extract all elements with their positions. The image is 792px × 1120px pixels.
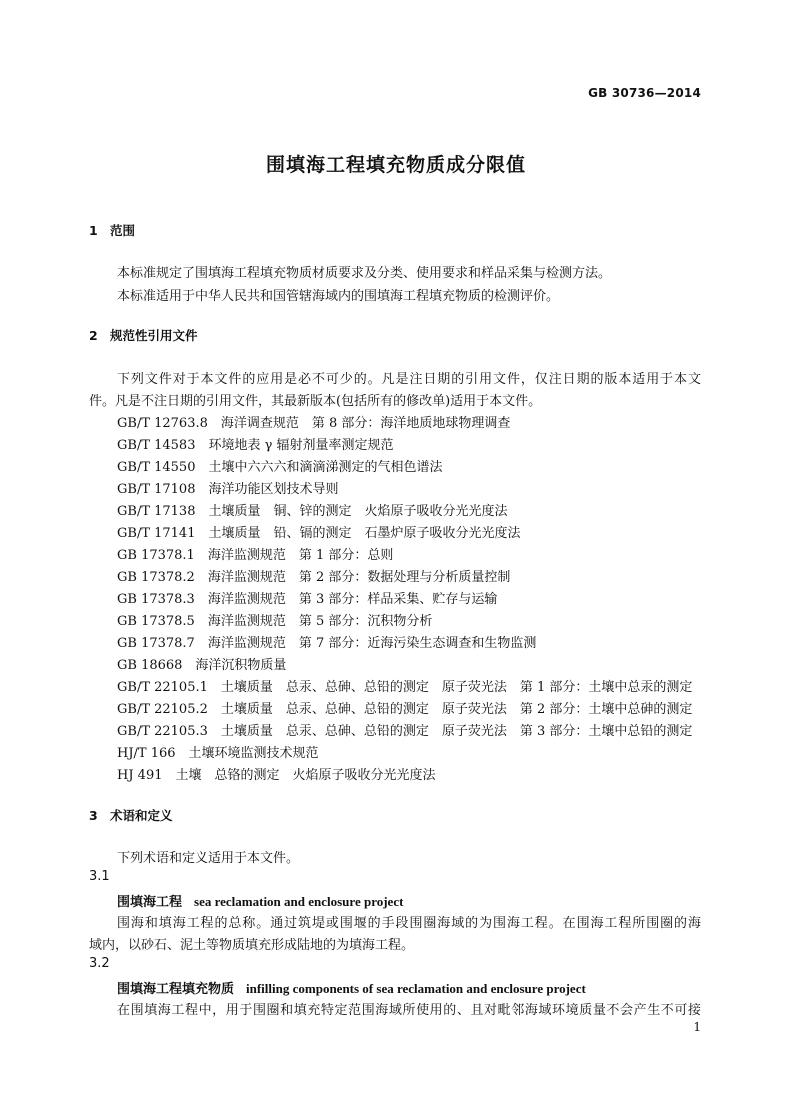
section-title: 规范性引用文件 bbox=[110, 328, 198, 343]
reference-item: GB 17378.1 海洋监测规范 第 1 部分：总则 bbox=[117, 548, 394, 563]
term-definition: 围海和填海工程的总称。通过筑堤或围堰的手段围圈海域的为围海工程。在围海工程所围圈的海 bbox=[117, 916, 701, 931]
page-number: 1 bbox=[693, 1020, 701, 1034]
term-definition: 在围填海工程中，用于围圈和填充特定范围海域所使用的、且对毗邻海域环境质量不会产生不可接 bbox=[117, 1003, 701, 1018]
reference-item: GB/T 14550 土壤中六六六和滴滴涕测定的气相色谱法 bbox=[117, 460, 443, 475]
term-definition-continuation: 域内，以砂石、泥土等物质填充形成陆地的为填海工程。 bbox=[89, 938, 415, 953]
section-title: 范围 bbox=[110, 223, 136, 238]
section-title: 术语和定义 bbox=[110, 808, 173, 823]
term-heading bbox=[117, 978, 586, 997]
term-name-en: infilling components of sea reclamation and enclosure project bbox=[246, 981, 586, 996]
section-1-heading bbox=[89, 221, 135, 239]
reference-item: GB/T 17108 海洋功能区划技术导则 bbox=[117, 482, 339, 497]
paragraph: 本标准规定了围填海工程填充物质材质要求及分类、使用要求和样品采集与检测方法。 bbox=[117, 266, 612, 281]
reference-item: GB/T 22105.1 土壤质量 总汞、总砷、总铅的测定 原子荧光法 第 1 部分：土壤中总汞的测定 bbox=[117, 680, 693, 695]
standard-code: GB 30736—2014 bbox=[588, 86, 701, 100]
paragraph: 下列术语和定义适用于本文件。 bbox=[117, 851, 300, 866]
section-2-heading bbox=[89, 326, 198, 344]
term-name-en: sea reclamation and enclosure project bbox=[194, 894, 404, 909]
section-number: 2 bbox=[89, 328, 98, 343]
term-number: 3.2 bbox=[89, 956, 110, 971]
paragraph-continuation: 件。凡是不注日期的引用文件，其最新版本(包括所有的修改单)适用于本文件。 bbox=[89, 394, 542, 409]
reference-item: HJ 491 土壤 总铬的测定 火焰原子吸收分光光度法 bbox=[117, 768, 436, 783]
reference-item: HJ/T 166 土壤环境监测技术规范 bbox=[117, 746, 319, 761]
term-number: 3.1 bbox=[89, 869, 110, 884]
reference-item: GB 18668 海洋沉积物质量 bbox=[117, 658, 287, 673]
paragraph: 本标准适用于中华人民共和国管辖海域内的围填海工程填充物质的检测评价。 bbox=[117, 289, 560, 304]
section-number: 1 bbox=[89, 223, 98, 238]
reference-item: GB/T 22105.3 土壤质量 总汞、总砷、总铅的测定 原子荧光法 第 3 部分：土壤中总铅的测定 bbox=[117, 724, 693, 739]
reference-item: GB 17378.3 海洋监测规范 第 3 部分：样品采集、贮存与运输 bbox=[117, 592, 498, 607]
paragraph: 下列文件对于本文件的应用是必不可少的。凡是注日期的引用文件，仅注日期的版本适用于本文 bbox=[117, 372, 701, 387]
reference-item: GB 17378.7 海洋监测规范 第 7 部分：近海污染生态调查和生物监测 bbox=[117, 636, 537, 651]
reference-item: GB/T 17138 土壤质量 铜、锌的测定 火焰原子吸收分光光度法 bbox=[117, 504, 508, 519]
reference-item: GB/T 12763.8 海洋调查规范 第 8 部分：海洋地质地球物理调查 bbox=[117, 416, 511, 431]
term-name-zh: 围填海工程填充物质 bbox=[117, 982, 235, 997]
reference-item: GB 17378.5 海洋监测规范 第 5 部分：沉积物分析 bbox=[117, 614, 433, 629]
term-name-zh: 围填海工程 bbox=[117, 895, 183, 910]
reference-item: GB/T 17141 土壤质量 铅、镉的测定 石墨炉原子吸收分光光度法 bbox=[117, 526, 521, 541]
reference-item: GB/T 22105.2 土壤质量 总汞、总砷、总铅的测定 原子荧光法 第 2 部分：土壤中总砷的测定 bbox=[117, 702, 693, 717]
section-number: 3 bbox=[89, 808, 98, 823]
section-3-heading bbox=[89, 806, 173, 824]
reference-item: GB 17378.2 海洋监测规范 第 2 部分：数据处理与分析质量控制 bbox=[117, 570, 511, 585]
term-heading bbox=[117, 891, 403, 910]
document-title: 围填海工程填充物质成分限值 bbox=[265, 154, 526, 176]
reference-item: GB/T 14583 环境地表 γ 辐射剂量率测定规范 bbox=[117, 438, 394, 453]
